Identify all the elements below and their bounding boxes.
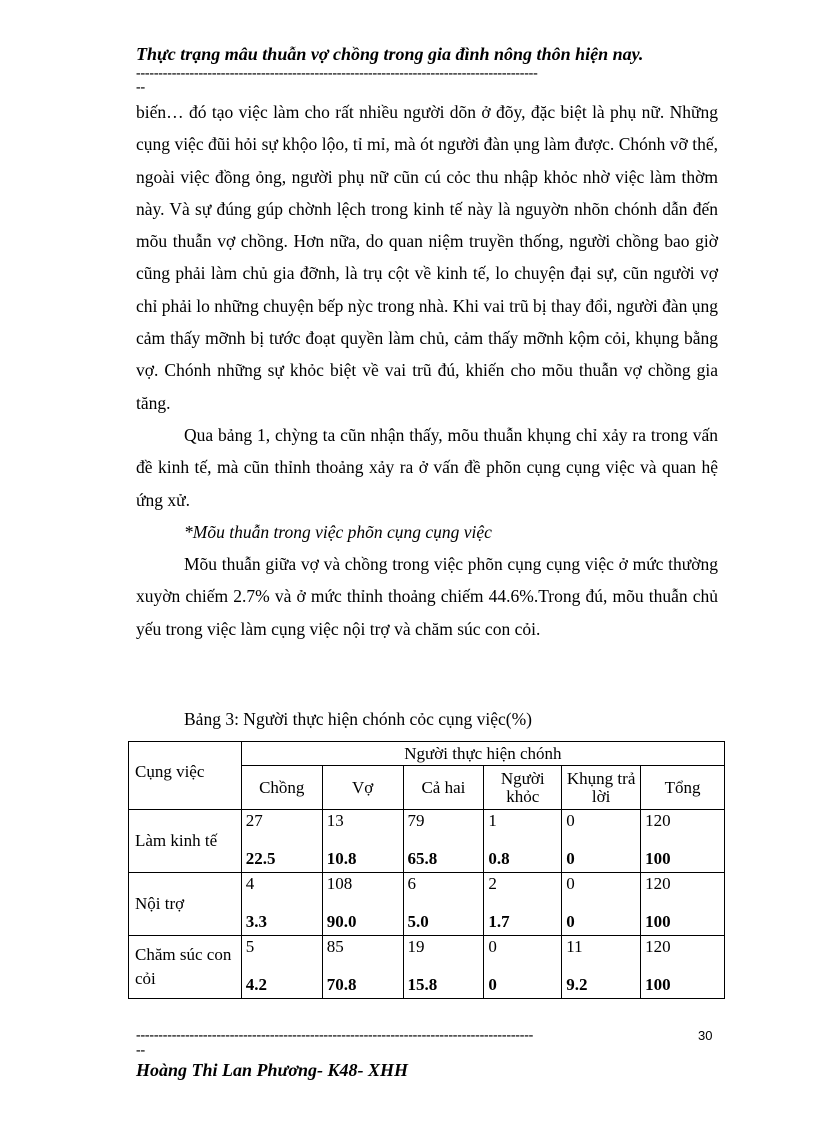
percent-value: 5.0 — [407, 912, 429, 931]
paragraph-division-of-work: Mõu thuẫn giữa vợ và chồng trong việc phõn cụng cụng việc ở mức thường xuyờn chiếm 2.7% và ở mức thỉnh thoảng chiếm 44.6%.Trong đú, mõu thuẫn chủ yếu trong việc làm cụng việc nội trợ và chăm súc con cỏi. — [136, 554, 718, 639]
row-header-cell: Cụng việc — [129, 742, 242, 810]
percent-value: 4.2 — [245, 975, 268, 994]
header-rule: ------------------------------------------------------------------------------------------ — [136, 66, 538, 81]
count-value: 11 — [566, 937, 583, 956]
section-heading: *Mõu thuẫn trong việc phõn cụng cụng việc — [184, 521, 492, 542]
count-value: 120 — [645, 874, 671, 893]
percent-value: 65.8 — [407, 849, 438, 868]
count-value: 0 — [566, 811, 575, 830]
table-row — [129, 873, 725, 936]
footer-rule: ----------------------------------------------------------------------------------------- — [136, 1028, 534, 1043]
percent-value: 70.8 — [326, 975, 357, 994]
footer-author: Hoàng Thi Lan Phương- K48- XHH — [136, 1060, 408, 1080]
row-label: Chăm súc con cỏi — [129, 936, 242, 999]
table-caption: Bảng 3: Người thực hiện chónh cỏc cụng việc(%) — [184, 709, 532, 729]
percent-value: 90.0 — [326, 912, 357, 931]
count-value: 120 — [645, 937, 671, 956]
column-header: Vợ — [322, 766, 403, 810]
data-table — [128, 741, 725, 999]
count-value: 4 — [245, 874, 255, 893]
percent-value: 100 — [645, 975, 671, 994]
count-value: 0 — [566, 874, 575, 893]
count-value: 27 — [245, 811, 263, 830]
header-rule-tail: -- — [136, 80, 145, 95]
count-value: 13 — [326, 811, 344, 830]
group-header-cell: Người thực hiện chónh — [241, 742, 724, 766]
percent-value: 0.8 — [488, 849, 510, 868]
paragraph-economy: biến… đó tạo việc làm cho rất nhiều người dõn ở đõy, đặc biệt là phụ nữ. Những cụng việc đũi hỏi sự khộo lộo, tỉ mỉ, mà ót người đàn ụng làm được. Chónh vỡ thế, ngoài việc đồng ỏng, người phụ nữ cũn cú cỏc thu nhập khỏc nhờ việc làm thờm này. Và sự đúng gúp chờnh lệch trong kinh tế này là nguyờn nhõn chónh dẫn đến mõu thuẫn vợ chồng. Hơn nữa, do quan niệm truyền thống, người chồng bao giờ cũng phải làm chủ gia đỡnh, là trụ cột về kinh tế, lo chuyện đại sự, cũn người vợ chỉ phải lo những chuyện bếp nỳc trong nhà. Khi vai trũ bị thay đổi, người đàn ụng cảm thấy mỡnh bị tước đoạt quyền làm chủ, cảm thấy mỡnh kộm cỏi, khụng bằng vợ. Chónh những sự khỏc biệt về vai trũ đú, khiến cho mõu thuẫn vợ chồng gia tăng. — [136, 102, 718, 413]
count-value: 0 — [488, 937, 497, 956]
table-row — [129, 936, 725, 999]
count-value: 19 — [407, 937, 425, 956]
percent-value: 0 — [566, 849, 575, 868]
footer-rule-tail: -- — [136, 1043, 145, 1058]
page-number: 30 — [698, 1028, 713, 1043]
page-header-title: Thực trạng mâu thuẫn vợ chồng trong gia đình nông thôn hiện nay. — [136, 44, 644, 64]
count-value: 1 — [488, 811, 497, 830]
percent-value: 10.8 — [326, 849, 357, 868]
count-value: 5 — [245, 937, 255, 956]
percent-value: 1.7 — [488, 912, 510, 931]
percent-value: 3.3 — [245, 912, 268, 931]
percent-value: 22.5 — [245, 849, 276, 868]
column-header: Chồng — [241, 766, 322, 810]
count-value: 2 — [488, 874, 497, 893]
column-header: Cả hai — [403, 766, 484, 810]
percent-value: 9.2 — [566, 975, 588, 994]
column-header: Người khỏc — [484, 766, 562, 810]
percent-value: 0 — [566, 912, 575, 931]
count-value: 108 — [326, 874, 353, 893]
percent-value: 15.8 — [407, 975, 438, 994]
body-text — [136, 96, 718, 645]
row-label: Nội trợ — [129, 873, 242, 936]
percent-value: 100 — [645, 849, 671, 868]
table-row — [129, 810, 725, 873]
column-header: Tổng — [641, 766, 725, 810]
count-value: 85 — [326, 937, 344, 956]
row-label: Làm kinh tế — [129, 810, 242, 873]
count-value: 6 — [407, 874, 416, 893]
count-value: 79 — [407, 811, 425, 830]
column-header: Khụng trả lời — [562, 766, 641, 810]
percent-value: 0 — [488, 975, 497, 994]
paragraph-table1-note: Qua bảng 1, chỳng ta cũn nhận thấy, mõu thuẫn khụng chỉ xảy ra trong vấn đề kinh tế, mà cũn thỉnh thoảng xảy ra ở vấn đề phõn cụng cụng việc và quan hệ ứng xử. — [136, 424, 718, 510]
percent-value: 100 — [645, 912, 671, 931]
count-value: 120 — [645, 811, 671, 830]
